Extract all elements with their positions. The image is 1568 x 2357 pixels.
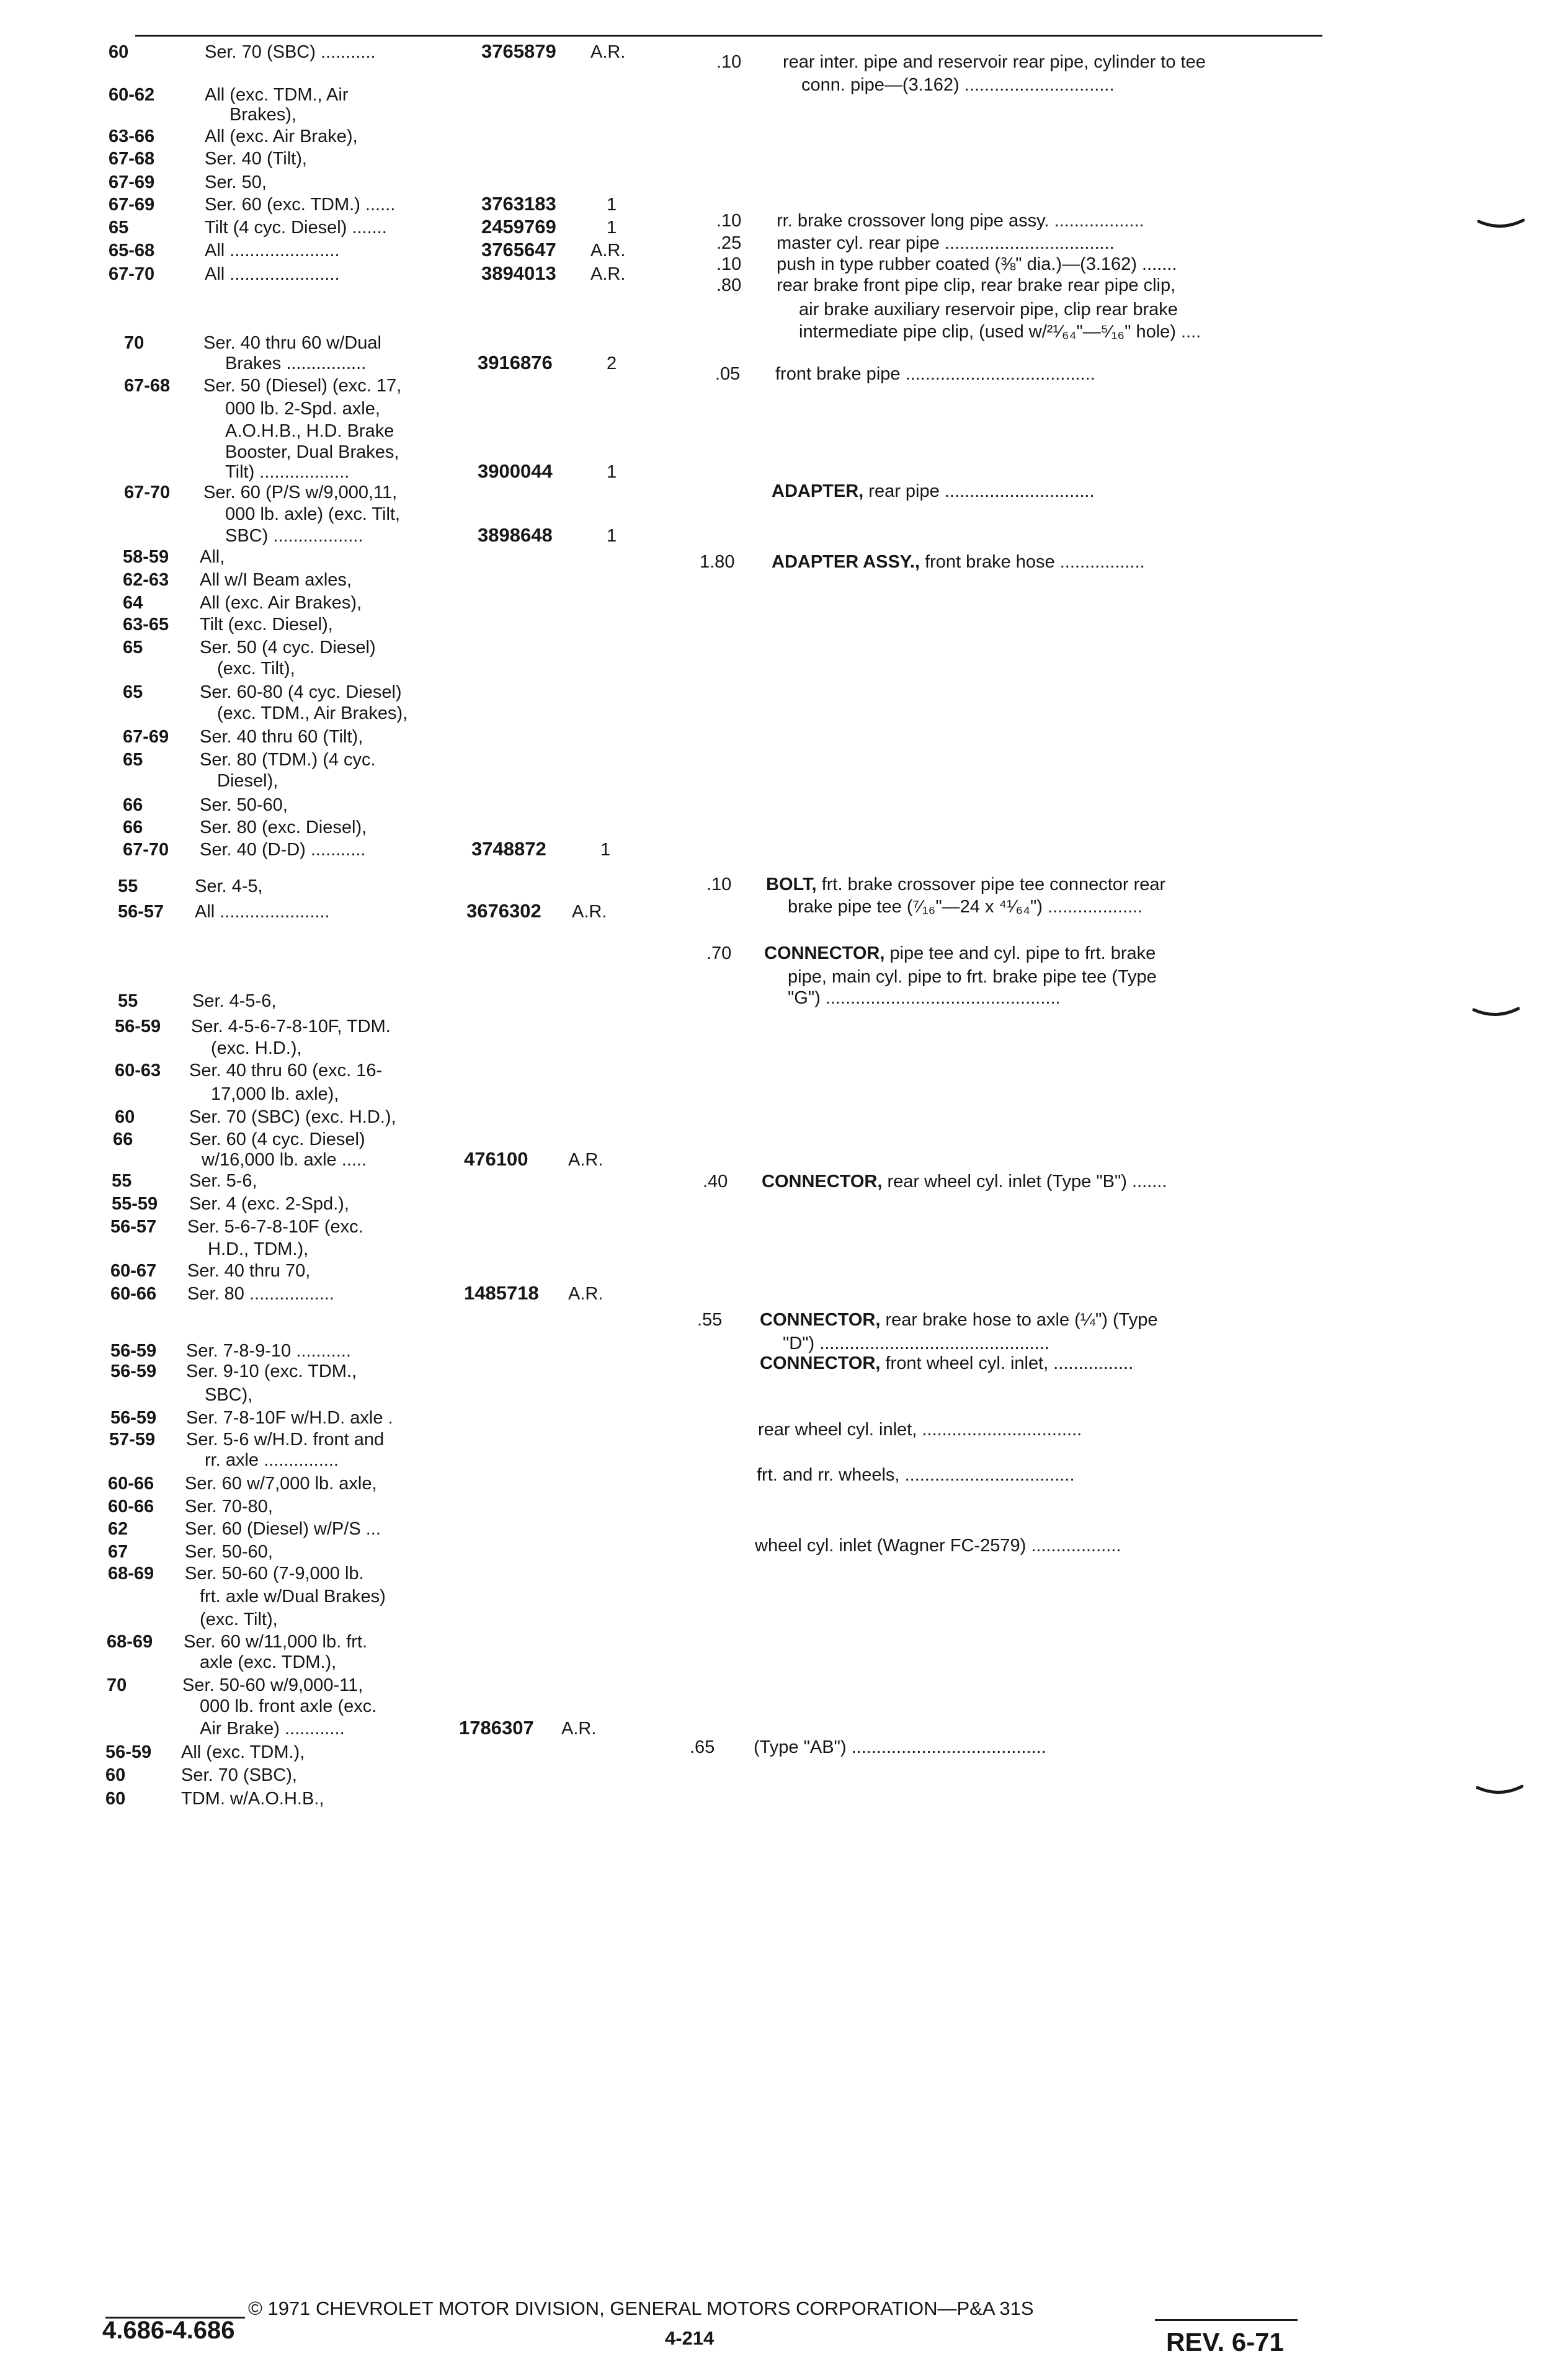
part-description: [772, 551, 1145, 573]
part-description: [764, 943, 1156, 964]
application-text: Ser. 4 (exc. 2-Spd.),: [189, 1194, 349, 1214]
description-text: frt. and rr. wheels,: [757, 1465, 900, 1485]
description-text: rear inter. pipe and reservoir rear pipe, cylinder to tee: [783, 52, 1206, 72]
list-price: .25: [716, 233, 742, 253]
description-text: rear wheel cyl. inlet (Type "B"): [887, 1172, 1127, 1192]
part-number: 3765879: [481, 40, 556, 62]
top-rule: [135, 35, 1322, 37]
list-price: .10: [716, 254, 742, 274]
application-text: Ser. 5-6 w/H.D. front and: [186, 1430, 385, 1450]
quantity: A.R.: [590, 42, 626, 62]
model-year: 70: [124, 333, 145, 353]
application-text: Ser. 50 (4 cyc. Diesel): [200, 638, 376, 657]
model-year: 55-59: [112, 1194, 158, 1214]
model-year: 60: [109, 42, 129, 62]
application-text: Ser. 50-60,: [185, 1542, 273, 1562]
model-year: 56-59: [110, 1341, 157, 1361]
application-text: All (exc. TDM., Air: [205, 85, 349, 105]
description-text: "G"): [788, 988, 821, 1008]
part-number: 476100: [464, 1148, 528, 1170]
description-text: rr. brake crossover long pipe assy.: [777, 211, 1049, 231]
model-year: 70: [107, 1675, 127, 1695]
footer-group-range: 4.686-4.686: [102, 2317, 235, 2344]
application-text: Tilt (4 cyc. Diesel) .......: [205, 218, 387, 238]
application-text: All (exc. Air Brakes),: [200, 593, 362, 613]
dot-leader: ..................: [1031, 1536, 1121, 1556]
part-number: 3763183: [481, 193, 556, 215]
application-text: Ser. 5-6,: [189, 1171, 257, 1191]
application-text: Air Brake) ............: [200, 1719, 345, 1739]
application-text: Ser. 60 (P/S w/9,000,11,: [203, 483, 398, 502]
list-price: .55: [697, 1310, 723, 1330]
application-text: All w/I Beam axles,: [200, 570, 352, 590]
application-text: axle (exc. TDM.),: [200, 1652, 337, 1672]
dot-leader: .......: [1132, 1172, 1167, 1192]
part-description: [777, 210, 1144, 231]
model-year: 64: [123, 593, 143, 613]
model-year: 60-66: [108, 1474, 154, 1494]
quantity: A.R.: [590, 241, 626, 261]
description-text: air brake auxiliary reservoir pipe, clip rear brake: [799, 300, 1178, 319]
description-text: "D"): [783, 1334, 815, 1353]
application-text: Ser. 80 (TDM.) (4 cyc.: [200, 750, 376, 770]
part-description: [783, 51, 1206, 73]
part-name: CONNECTOR,: [760, 1353, 881, 1373]
application-text: Ser. 60 (exc. TDM.) ......: [205, 195, 396, 215]
description-text: front wheel cyl. inlet,: [885, 1353, 1049, 1373]
part-description: [799, 321, 1201, 342]
list-price: .65: [690, 1737, 715, 1757]
part-name: ADAPTER ASSY.,: [772, 552, 920, 572]
footer-copyright: © 1971 CHEVROLET MOTOR DIVISION, GENERAL MOTORS CORPORATION—P&A 31S: [248, 2297, 1034, 2319]
dot-leader: .......: [1142, 254, 1177, 274]
model-year: 66: [123, 795, 143, 815]
application-text: Ser. 7-8-10F w/H.D. axle .: [186, 1408, 393, 1428]
application-text: Diesel),: [217, 771, 278, 791]
model-year: 67: [108, 1542, 128, 1562]
dot-leader: ................: [1053, 1353, 1134, 1373]
application-text: 000 lb. front axle (exc.: [200, 1696, 377, 1716]
model-year: 60-63: [115, 1061, 161, 1080]
application-text: 17,000 lb. axle),: [211, 1084, 339, 1104]
part-name: ADAPTER,: [772, 481, 864, 501]
part-number: 1485718: [464, 1282, 539, 1304]
model-year: 62-63: [123, 570, 169, 590]
part-name: CONNECTOR,: [762, 1172, 883, 1192]
application-text: 000 lb. axle) (exc. Tilt,: [225, 504, 401, 524]
application-text: w/16,000 lb. axle .....: [202, 1150, 367, 1170]
dot-leader: ................................: [922, 1420, 1082, 1440]
application-text: Ser. 40 (D-D) ...........: [200, 840, 366, 860]
part-number: 3748872: [471, 838, 546, 860]
model-year: 56-59: [110, 1408, 157, 1428]
application-text: All ......................: [205, 241, 340, 261]
model-year: 56-57: [110, 1217, 157, 1237]
model-year: 67-69: [123, 727, 169, 747]
model-year: 55: [112, 1171, 132, 1191]
model-year: 58-59: [123, 547, 169, 567]
application-text: Ser. 40 thru 60 (exc. 16-: [189, 1061, 383, 1080]
description-text: pipe, main cyl. pipe to frt. brake pipe tee (Type: [788, 967, 1157, 987]
model-year: 56-59: [110, 1361, 157, 1381]
part-description: [783, 1333, 1049, 1354]
footer-rule-right: [1155, 2319, 1298, 2321]
part-description: [777, 233, 1115, 254]
dot-leader: ...................: [1048, 897, 1143, 917]
model-year: 65: [123, 638, 143, 657]
description-text: intermediate pipe clip, (used w/²¹⁄₆₄"—⁵⁄₁₆" hole) ....: [799, 322, 1201, 342]
dot-leader: ..................: [1054, 211, 1144, 231]
description-text: rear wheel cyl. inlet,: [758, 1420, 917, 1440]
model-year: 65-68: [109, 241, 155, 261]
dot-leader: ..............................: [964, 75, 1115, 95]
part-description: [757, 1464, 1075, 1486]
dot-leader: ......................................: [905, 364, 1095, 384]
model-year: 63-66: [109, 127, 155, 146]
application-text: Ser. 70 (SBC) ...........: [205, 42, 376, 62]
application-text: Ser. 50,: [205, 172, 267, 192]
quantity: A.R.: [561, 1719, 597, 1739]
model-year: 65: [109, 218, 129, 238]
list-price: 1.80: [700, 552, 735, 572]
application-text: Ser. 40 thru 60 (Tilt),: [200, 727, 363, 747]
margin-mark-icon: [1472, 1006, 1520, 1021]
application-text: Ser. 50-60 (7-9,000 lb.: [185, 1564, 364, 1584]
description-text: front brake pipe: [775, 364, 901, 384]
part-description: [762, 1171, 1167, 1192]
margin-mark-icon: [1476, 1784, 1523, 1799]
list-price: .05: [715, 364, 741, 384]
part-number: 3676302: [466, 900, 541, 922]
application-text: Ser. 60-80 (4 cyc. Diesel): [200, 682, 402, 702]
description-text: front brake hose: [925, 552, 1055, 572]
application-text: A.O.H.B., H.D. Brake: [225, 421, 394, 441]
application-text: Brakes),: [229, 105, 296, 125]
application-text: Ser. 9-10 (exc. TDM.,: [186, 1361, 357, 1381]
part-number: 3916876: [478, 352, 553, 373]
application-text: Brakes ................: [225, 354, 367, 373]
application-text: Ser. 60 (Diesel) w/P/S ...: [185, 1519, 381, 1539]
part-number: 3765647: [481, 239, 556, 261]
quantity: 1: [607, 195, 617, 215]
application-text: Ser. 40 thru 60 w/Dual: [203, 333, 381, 353]
model-year: 67-69: [109, 195, 155, 215]
application-text: All (exc. TDM.),: [181, 1742, 305, 1762]
model-year: 63-65: [123, 615, 169, 635]
model-year: 62: [108, 1519, 128, 1539]
margin-mark-icon: [1477, 218, 1525, 233]
quantity: 1: [607, 526, 617, 546]
application-text: Tilt (exc. Diesel),: [200, 615, 333, 635]
application-text: Ser. 5-6-7-8-10F (exc.: [187, 1217, 363, 1237]
model-year: 57-59: [109, 1430, 156, 1450]
part-name: CONNECTOR,: [760, 1310, 881, 1330]
part-number: 3900044: [478, 460, 553, 482]
application-text: Ser. 7-8-9-10 ...........: [186, 1341, 351, 1361]
model-year: 60-66: [110, 1284, 157, 1304]
application-text: H.D., TDM.),: [208, 1239, 309, 1259]
application-text: All ......................: [205, 264, 340, 284]
model-year: 56-59: [105, 1742, 152, 1762]
application-text: Ser. 60 w/7,000 lb. axle,: [185, 1474, 377, 1494]
part-description: [766, 874, 1165, 895]
part-description: [758, 1419, 1082, 1440]
dot-leader: ..................................: [944, 233, 1115, 253]
model-year: 68-69: [107, 1632, 153, 1652]
part-description: [760, 1309, 1158, 1330]
footer-page-number: 4-214: [665, 2327, 715, 2349]
application-text: (exc. TDM., Air Brakes),: [217, 703, 408, 723]
list-price: .80: [716, 275, 742, 295]
description-text: rear brake hose to axle (¼") (Type: [885, 1310, 1158, 1330]
application-text: Ser. 70-80,: [185, 1497, 273, 1517]
model-year: 55: [118, 991, 138, 1011]
application-text: (exc. Tilt),: [200, 1610, 278, 1629]
application-text: Ser. 70 (SBC),: [181, 1765, 297, 1785]
model-year: 56-59: [115, 1017, 161, 1036]
application-text: All,: [200, 547, 225, 567]
part-number: 3898648: [478, 524, 553, 546]
dot-leader: .................: [1059, 552, 1145, 572]
part-description: [754, 1737, 1046, 1758]
footer-revision: REV. 6-71: [1166, 2327, 1284, 2356]
quantity: A.R.: [572, 902, 607, 922]
model-year: 66: [123, 818, 143, 837]
application-text: Ser. 60 w/11,000 lb. frt.: [184, 1632, 368, 1652]
dot-leader: ..................................: [904, 1465, 1075, 1485]
application-text: Ser. 80 (exc. Diesel),: [200, 818, 367, 837]
quantity: 1: [607, 218, 617, 238]
description-text: brake pipe tee (⁷⁄₁₆"—24 x ⁴¹⁄₆₄"): [788, 897, 1043, 917]
model-year: 56-57: [118, 902, 164, 922]
application-text: 000 lb. 2-Spd. axle,: [225, 399, 380, 419]
model-year: 65: [123, 682, 143, 702]
description-text: rear brake front pipe clip, rear brake rear pipe clip,: [777, 275, 1176, 295]
dot-leader: ..............................: [944, 481, 1095, 501]
application-text: Ser. 50-60 w/9,000-11,: [182, 1675, 363, 1695]
application-text: Ser. 40 (Tilt),: [205, 149, 307, 169]
description-text: frt. brake crossover pipe tee connector rear: [821, 875, 1166, 894]
model-year: 67-68: [109, 149, 155, 169]
dot-leader: ...............................................: [825, 988, 1061, 1008]
dot-leader: ..............................................: [819, 1334, 1049, 1353]
description-text: pipe tee and cyl. pipe to frt. brake: [889, 943, 1156, 963]
part-description: [760, 1353, 1133, 1374]
model-year: 66: [113, 1129, 133, 1149]
application-text: All (exc. Air Brake),: [205, 127, 358, 146]
model-year: 60: [105, 1765, 126, 1785]
application-text: Ser. 50-60,: [200, 795, 288, 815]
list-price: .70: [706, 943, 732, 963]
list-price: .10: [706, 875, 732, 894]
application-text: Ser. 4-5-6,: [192, 991, 277, 1011]
model-year: 68-69: [108, 1564, 154, 1584]
application-text: Ser. 70 (SBC) (exc. H.D.),: [189, 1107, 396, 1127]
part-description: [777, 254, 1177, 275]
application-text: frt. axle w/Dual Brakes): [200, 1587, 386, 1606]
list-price: .10: [716, 211, 742, 231]
part-description: [777, 275, 1175, 296]
application-text: Booster, Dual Brakes,: [225, 442, 399, 462]
part-description: [775, 363, 1095, 385]
model-year: 60-66: [108, 1497, 154, 1517]
description-text: (Type "AB"): [754, 1737, 847, 1757]
application-text: Ser. 4-5-6-7-8-10F, TDM.: [191, 1017, 391, 1036]
part-description: [788, 896, 1143, 917]
quantity: 2: [607, 354, 617, 373]
application-text: SBC),: [205, 1385, 253, 1405]
part-description: [799, 299, 1178, 320]
quantity: A.R.: [590, 264, 626, 284]
part-number: 3894013: [481, 262, 556, 284]
list-price: .10: [716, 52, 742, 72]
application-text: TDM. w/A.O.H.B.,: [181, 1789, 324, 1809]
part-name: CONNECTOR,: [764, 943, 885, 963]
application-text: Ser. 4-5,: [195, 876, 263, 896]
application-text: rr. axle ...............: [205, 1450, 339, 1470]
list-price: .40: [703, 1172, 728, 1192]
application-text: Ser. 40 thru 70,: [187, 1261, 311, 1281]
application-text: All ......................: [195, 902, 330, 922]
application-text: (exc. Tilt),: [217, 659, 295, 679]
model-year: 67-68: [124, 376, 171, 396]
application-text: Ser. 50 (Diesel) (exc. 17,: [203, 376, 402, 396]
application-text: Ser. 60 (4 cyc. Diesel): [189, 1129, 365, 1149]
part-number: 1786307: [459, 1717, 534, 1739]
model-year: 67-70: [124, 483, 171, 502]
model-year: 60-62: [109, 85, 155, 105]
model-year: 60-67: [110, 1261, 157, 1281]
part-description: [788, 987, 1061, 1009]
application-text: (exc. H.D.),: [211, 1038, 302, 1058]
model-year: 67-70: [109, 264, 155, 284]
quantity: A.R.: [568, 1150, 604, 1170]
application-text: Ser. 80 .................: [187, 1284, 334, 1304]
part-description: [801, 74, 1115, 96]
part-description: [788, 966, 1157, 987]
description-text: push in type rubber coated (⅜" dia.)—(3.162): [777, 254, 1137, 274]
part-description: [772, 481, 1095, 502]
model-year: 65: [123, 750, 143, 770]
description-text: rear pipe: [868, 481, 940, 501]
description-text: conn. pipe—(3.162): [801, 75, 960, 95]
description-text: wheel cyl. inlet (Wagner FC-2579): [755, 1536, 1027, 1556]
model-year: 67-69: [109, 172, 155, 192]
application-text: Tilt) ..................: [225, 462, 350, 482]
part-description: [755, 1535, 1121, 1556]
dot-leader: .......................................: [851, 1737, 1046, 1757]
quantity: A.R.: [568, 1284, 604, 1304]
application-text: SBC) ..................: [225, 526, 363, 546]
description-text: master cyl. rear pipe: [777, 233, 940, 253]
model-year: 60: [115, 1107, 135, 1127]
quantity: 1: [607, 462, 617, 482]
part-name: BOLT,: [766, 875, 817, 894]
model-year: 60: [105, 1789, 126, 1809]
part-number: 2459769: [481, 216, 556, 238]
model-year: 55: [118, 876, 138, 896]
model-year: 67-70: [123, 840, 169, 860]
quantity: 1: [600, 840, 611, 860]
